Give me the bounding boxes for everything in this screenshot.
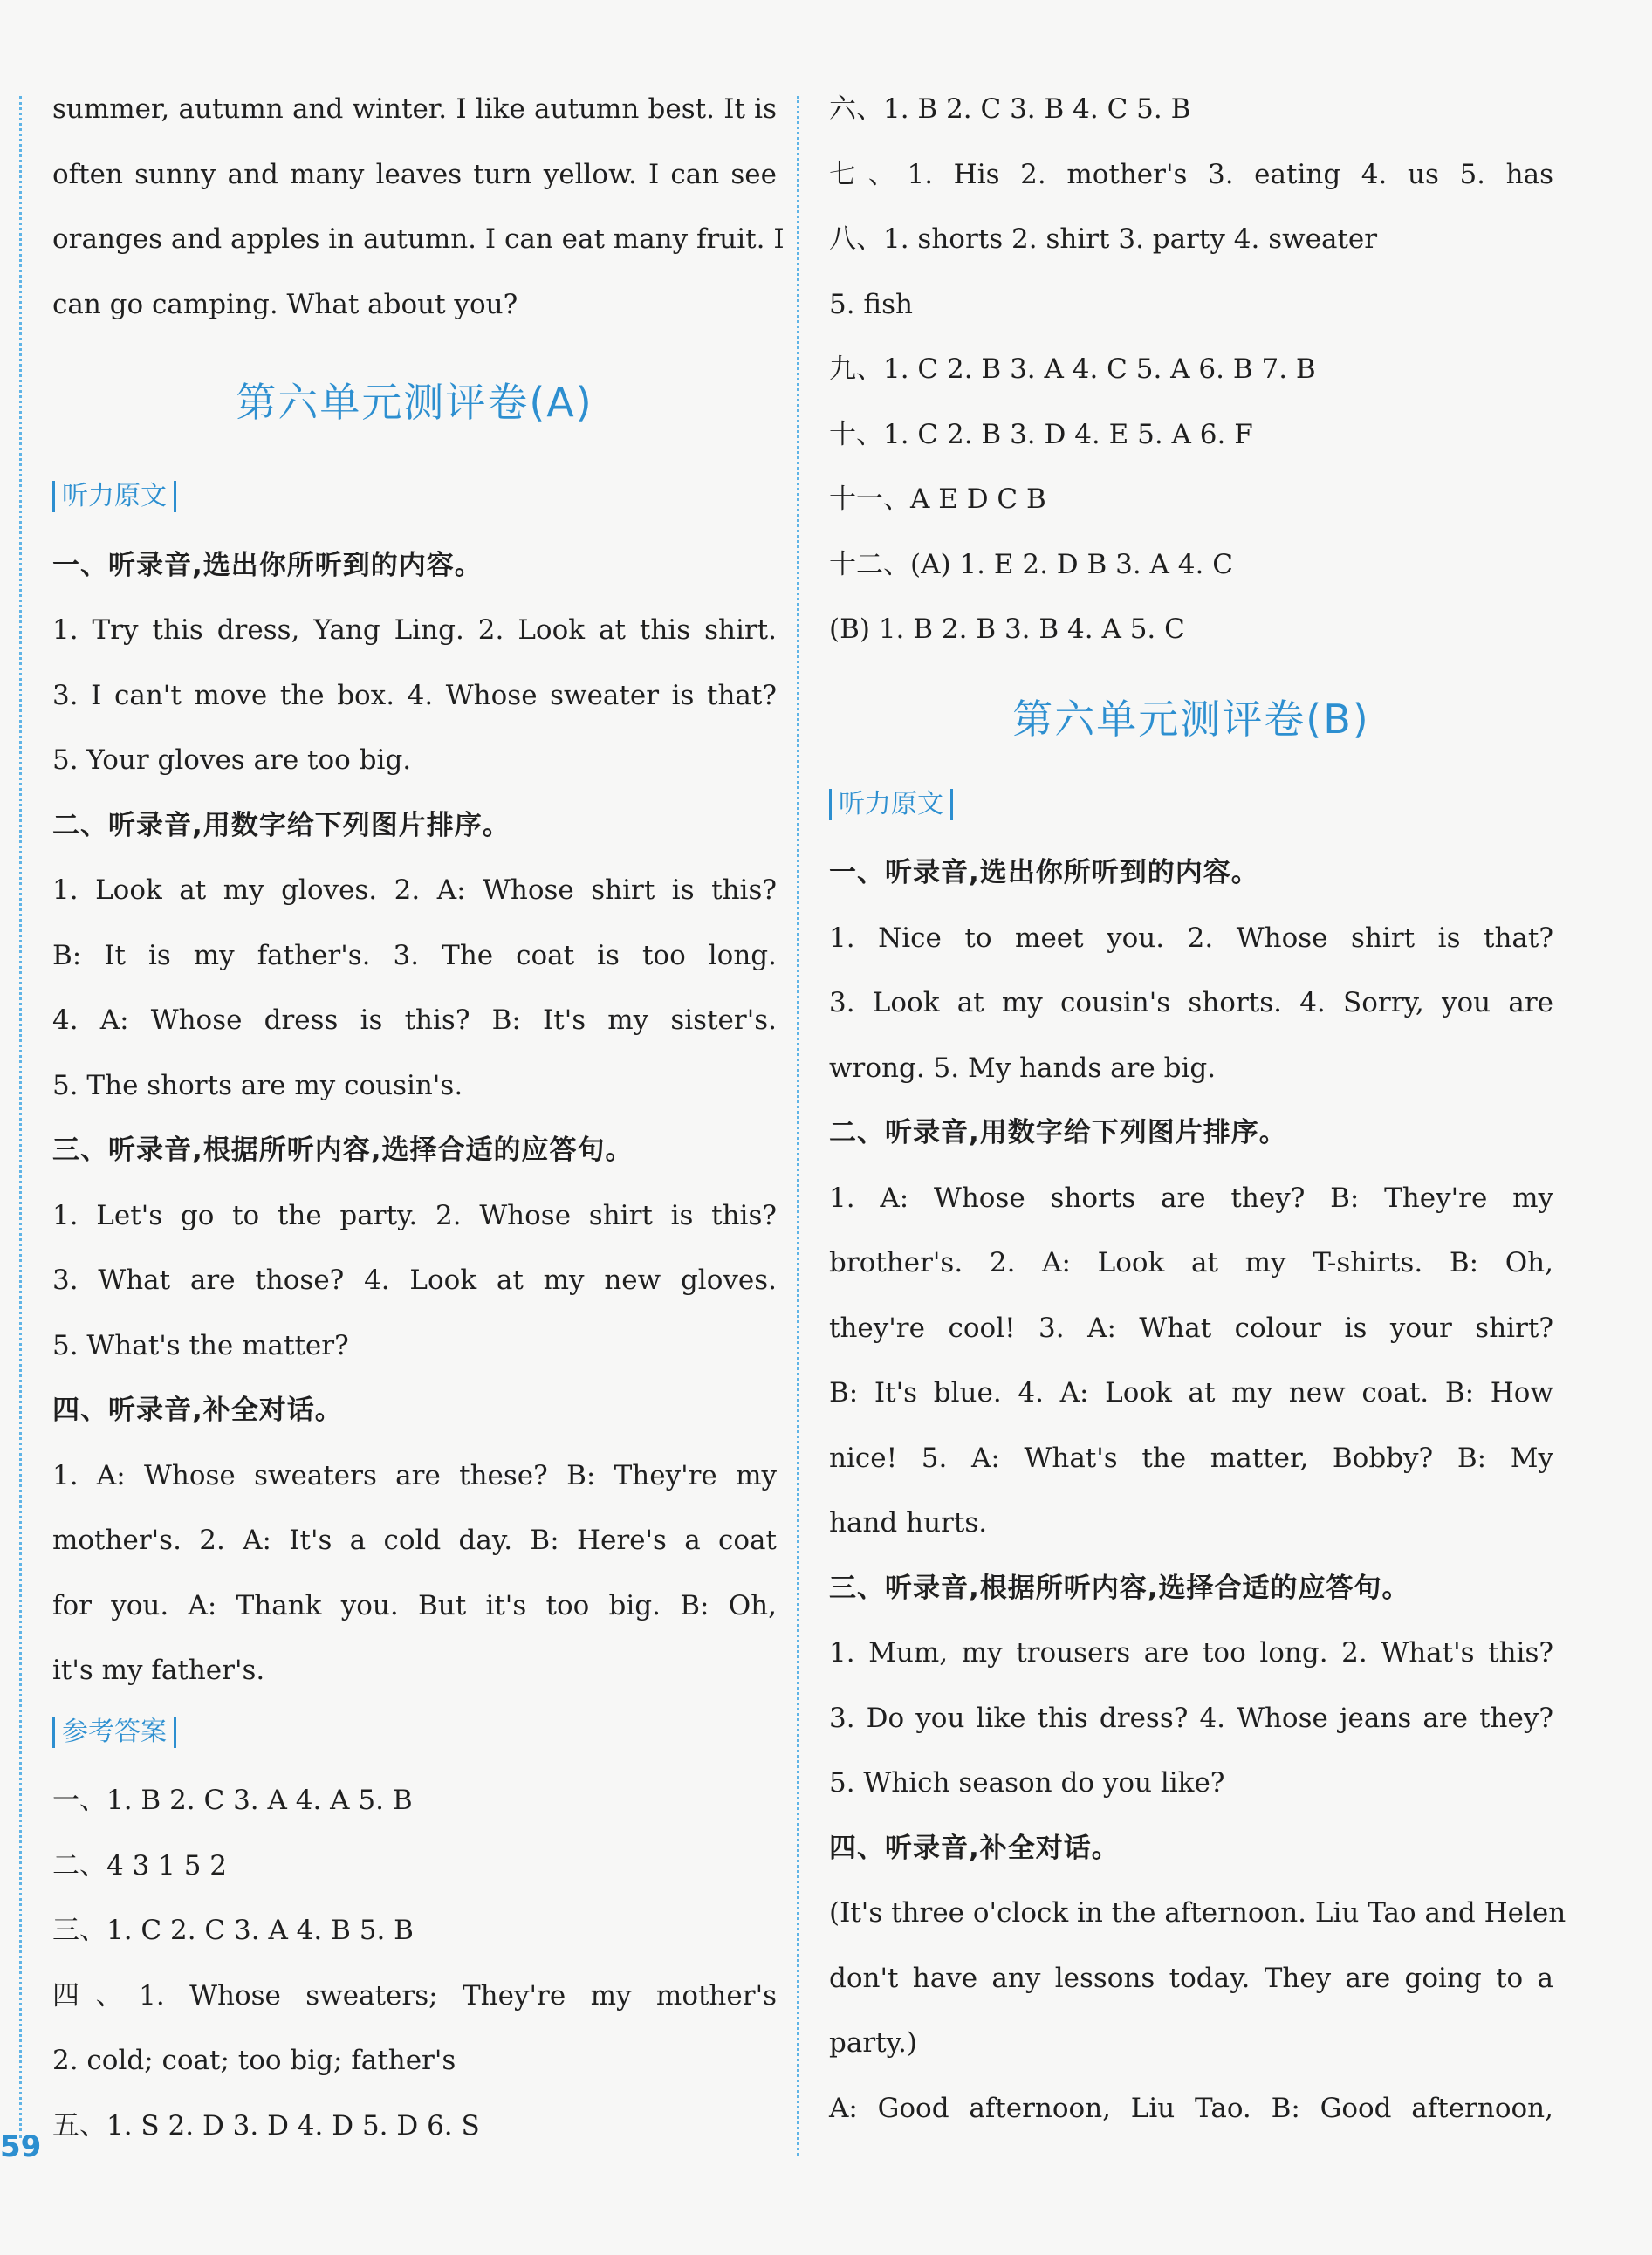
answer-line: (B) 1. B 2. B 3. B 4. A 5. C bbox=[829, 613, 1185, 645]
margin-dotted-line bbox=[19, 96, 22, 2138]
text-line: brother's. 2. A: Look at my T-shirts. B: Oh, bbox=[829, 1247, 1553, 1278]
text-line: 5. Your gloves are too big. bbox=[52, 744, 412, 776]
text-line: summer, autumn and winter. I like autumn best. It is bbox=[52, 93, 777, 125]
answer-line: 九、1. C 2. B 3. A 4. C 5. A 6. B 7. B bbox=[829, 353, 1316, 385]
text-line: B: It's blue. 4. A: Look at my new coat. B: How bbox=[829, 1377, 1553, 1409]
answer-line: 2. cold; coat; too big; father's bbox=[52, 2045, 456, 2076]
answer-line: 十、1. C 2. B 3. D 4. E 5. A 6. F bbox=[829, 418, 1253, 450]
text-line: hand hurts. bbox=[829, 1507, 988, 1539]
answer-line: 七、1. His 2. mother's 3. eating 4. us 5. has bbox=[829, 158, 1553, 190]
answer-line: 六、1. B 2. C 3. B 4. C 5. B bbox=[829, 93, 1191, 125]
section-title-b: 第六单元测评卷(B) bbox=[1012, 695, 1370, 743]
question-heading: 一、听录音,选出你所听到的内容。 bbox=[52, 549, 483, 581]
text-line: can go camping. What about you? bbox=[52, 288, 518, 320]
text-line: often sunny and many leaves turn yellow. I can see bbox=[52, 158, 777, 190]
answer-key-tag: 参考答案 bbox=[52, 1717, 176, 1748]
answer-line: 5. fish bbox=[829, 288, 913, 320]
text-line: oranges and apples in autumn. I can eat many fruit. I bbox=[52, 223, 785, 255]
text-line: it's my father's. bbox=[52, 1655, 265, 1686]
text-line: 5. Which season do you like? bbox=[829, 1767, 1225, 1799]
answer-line: 八、1. shorts 2. shirt 3. party 4. sweater bbox=[829, 223, 1378, 255]
text-line: B: It is my father's. 3. The coat is too long. bbox=[52, 939, 777, 971]
text-line: they're cool! 3. A: What colour is your shirt? bbox=[829, 1312, 1553, 1344]
column-divider bbox=[797, 96, 799, 2156]
text-line: mother's. 2. A: It's a cold day. B: Here's a coat bbox=[52, 1525, 777, 1556]
text-line: 1. Try this dress, Yang Ling. 2. Look at this shirt. bbox=[52, 614, 777, 646]
text-line: for you. A: Thank you. But it's too big. B: Oh, bbox=[52, 1589, 777, 1621]
question-heading: 四、听录音,补全对话。 bbox=[829, 1832, 1120, 1864]
answer-line: 三、1. C 2. C 3. A 4. B 5. B bbox=[52, 1915, 414, 1946]
text-line: 1. Let's go to the party. 2. Whose shirt is this? bbox=[52, 1199, 777, 1231]
text-line: 3. Look at my cousin's shorts. 4. Sorry, you are bbox=[829, 987, 1553, 1018]
question-heading: 三、听录音,根据所听内容,选择合适的应答句。 bbox=[52, 1134, 634, 1166]
page-number: 59 bbox=[0, 2129, 42, 2164]
question-heading: 二、听录音,用数字给下列图片排序。 bbox=[829, 1117, 1287, 1148]
text-line: 5. What's the matter? bbox=[52, 1329, 349, 1361]
question-heading: 二、听录音,用数字给下列图片排序。 bbox=[52, 809, 511, 841]
text-line: (It's three o'clock in the afternoon. Liu Tao and Helen bbox=[829, 1897, 1566, 1929]
text-line: wrong. 5. My hands are big. bbox=[829, 1052, 1217, 1084]
text-line: don't have any lessons today. They are going to a bbox=[829, 1962, 1553, 1994]
text-line: 1. Mum, my trousers are too long. 2. What's this? bbox=[829, 1637, 1553, 1669]
text-line: A: Good afternoon, Liu Tao. B: Good afternoon, bbox=[829, 2092, 1553, 2124]
text-line: 3. I can't move the box. 4. Whose sweater is that? bbox=[52, 679, 777, 711]
text-line: 4. A: Whose dress is this? B: It's my sister's. bbox=[52, 1004, 777, 1036]
question-heading: 一、听录音,选出你所听到的内容。 bbox=[829, 857, 1259, 888]
text-line: 1. Nice to meet you. 2. Whose shirt is that? bbox=[829, 922, 1553, 954]
text-line: 1. A: Whose sweaters are these? B: They're my bbox=[52, 1459, 777, 1491]
answer-line: 十二、(A) 1. E 2. D B 3. A 4. C bbox=[829, 548, 1233, 580]
text-line: 1. Look at my gloves. 2. A: Whose shirt is this? bbox=[52, 874, 777, 906]
text-line: 5. The shorts are my cousin's. bbox=[52, 1069, 463, 1101]
answer-line: 二、4 3 1 5 2 bbox=[52, 1849, 228, 1881]
question-heading: 四、听录音,补全对话。 bbox=[52, 1395, 343, 1426]
text-line: 3. What are those? 4. Look at my new gloves. bbox=[52, 1265, 777, 1296]
answer-line: 四、1. Whose sweaters; They're my mother's bbox=[52, 1979, 777, 2012]
left-column bbox=[52, 77, 785, 2158]
answer-line: 十一、A E D C B bbox=[829, 483, 1046, 515]
right-column bbox=[829, 77, 1566, 2141]
text-line: party.) bbox=[829, 2027, 917, 2059]
text-line: nice! 5. A: What's the matter, Bobby? B: My bbox=[829, 1442, 1553, 1474]
listening-script-tag: 听力原文 bbox=[829, 789, 953, 820]
listening-script-tag: 听力原文 bbox=[52, 481, 176, 512]
answer-line: 一、1. B 2. C 3. A 4. A 5. B bbox=[52, 1785, 413, 1816]
text-line: 1. A: Whose shorts are they? B: They're my bbox=[829, 1182, 1553, 1214]
section-title-a: 第六单元测评卷(A) bbox=[236, 379, 593, 426]
question-heading: 三、听录音,根据所听内容,选择合适的应答句。 bbox=[829, 1572, 1410, 1604]
answer-line: 五、1. S 2. D 3. D 4. D 5. D 6. S bbox=[52, 2109, 480, 2142]
text-line: 3. Do you like this dress? 4. Whose jeans are they? bbox=[829, 1702, 1553, 1734]
